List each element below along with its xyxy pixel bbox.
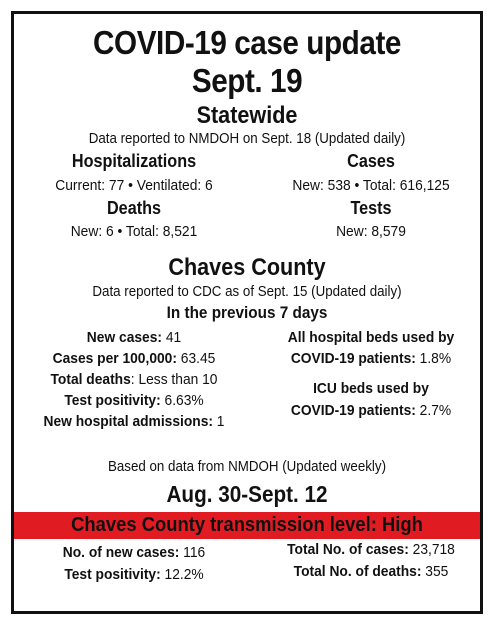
county-hospital-admissions: New hospital admissions: 1	[43, 413, 225, 430]
icu-beds-line1: ICU beds used by	[313, 380, 429, 397]
weekly-source-note: Based on data from NMDOH (Updated weekly)	[107, 459, 387, 475]
statewide-source-note: Data reported to NMDOH on Sept. 18 (Updated daily)	[88, 131, 406, 147]
page-title: COVID-19 case update	[93, 24, 401, 61]
transmission-level-banner	[14, 512, 480, 539]
update-date: Sept. 19	[191, 62, 303, 99]
weekly-new-cases: No. of new cases: 116	[62, 544, 206, 561]
deaths-label: Deaths	[106, 198, 162, 218]
tests-label: Tests	[350, 198, 392, 218]
infographic-frame	[11, 11, 483, 614]
weekly-date-range: Aug. 30-Sept. 12	[166, 481, 328, 507]
deaths-value: New: 6 • Total: 8,521	[70, 223, 198, 240]
cases-label: Cases	[347, 151, 395, 171]
beds-used-value: COVID-19 patients: 1.8%	[290, 350, 452, 367]
county-heading: Chaves County	[168, 254, 326, 281]
county-period: In the previous 7 days	[166, 303, 328, 322]
cases-value: New: 538 • Total: 616,125	[292, 177, 450, 194]
hospitalizations-value: Current: 77 • Ventilated: 6	[55, 177, 213, 194]
tests-value: New: 8,579	[336, 223, 406, 240]
weekly-test-positivity: Test positivity: 12.2%	[64, 566, 204, 583]
county-source-note: Data reported to CDC as of Sept. 15 (Updated daily)	[92, 284, 402, 300]
county-total-deaths: Total deaths: Less than 10	[50, 371, 218, 388]
weekly-total-deaths: Total No. of deaths: 355	[293, 563, 449, 580]
county-test-positivity: Test positivity: 6.63%	[64, 392, 204, 409]
icu-beds-value: COVID-19 patients: 2.7%	[290, 402, 452, 419]
beds-used-line1: All hospital beds used by	[287, 329, 455, 346]
county-cases-per-100k: Cases per 100,000: 63.45	[52, 350, 216, 367]
weekly-total-cases: Total No. of cases: 23,718	[287, 541, 455, 558]
statewide-heading: Statewide	[196, 102, 298, 129]
hospitalizations-label: Hospitalizations	[71, 151, 197, 171]
transmission-level-text: Chaves County transmission level: High	[71, 514, 423, 536]
county-new-cases: New cases: 41	[86, 329, 182, 346]
